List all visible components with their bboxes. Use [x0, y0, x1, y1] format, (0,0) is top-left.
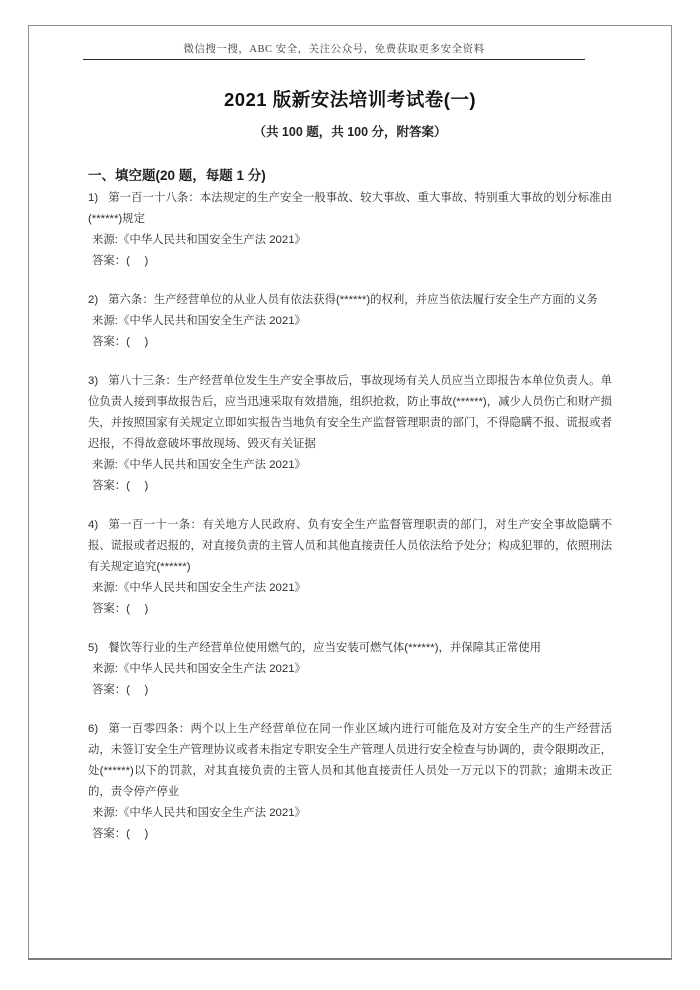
answer-line: 答案：( ): [92, 828, 149, 840]
section-heading-fill-in-blanks: 一、填空题(20 题，每题 1 分): [88, 168, 266, 183]
answer-line: 答案：( ): [92, 684, 149, 696]
question-body: 第一百一十一条：有关地方人民政府、负有安全生产监督管理职责的部门，对生产安全事故隐瞒不报、谎报或者迟报的，对直接负责的主管人员和其他直接责任人员依法给予处分；构成犯罪的，依照刑法有关规定追究(******): [88, 519, 612, 573]
question-number: 2): [88, 294, 99, 306]
question-text: [88, 515, 612, 578]
answer-line: 答案：( ): [92, 480, 149, 492]
question-text: [88, 188, 612, 230]
question-body: 第六条：生产经营单位的从业人员有依法获得(******)的权利，并应当依法履行安全生产方面的义务: [108, 294, 598, 306]
question-number: 1): [88, 192, 99, 204]
source-line: 来源:《中华人民共和国安全生产法 2021》: [92, 459, 306, 471]
answer-line: 答案：( ): [92, 336, 149, 348]
source-line: 来源:《中华人民共和国安全生产法 2021》: [92, 315, 306, 327]
question-6: [88, 719, 612, 845]
page-title: 2021 版新安法培训考试卷(一): [223, 89, 477, 110]
answer-line: 答案：( ): [92, 255, 149, 267]
question-1: [88, 188, 612, 272]
question-number: 3): [88, 375, 99, 387]
question-text: [88, 638, 612, 659]
question-body: 第八十三条：生产经营单位发生生产安全事故后，事故现场有关人员应当立即报告本单位负责人。单位负责人接到事故报告后，应当迅速采取有效措施，组织抢救，防止事故(******)，减少人员伤亡和财产损失，并按照国家有关规定立即如实报告当地负有安全生产监督管理职责的部门，不得隐瞒不报、谎报或者迟报，不得故意破坏事故现场、毁灭有关证据: [88, 375, 612, 450]
source-line: 来源:《中华人民共和国安全生产法 2021》: [92, 582, 306, 594]
question-list: [88, 188, 612, 845]
question-text: [88, 719, 612, 803]
question-2: [88, 290, 612, 353]
exam-page: [28, 25, 672, 960]
source-line: 来源:《中华人民共和国安全生产法 2021》: [92, 663, 306, 675]
question-5: [88, 638, 612, 701]
question-body: 餐饮等行业的生产经营单位使用燃气的，应当安装可燃气体(******)，并保障其正常使用: [108, 642, 541, 654]
page-subtitle: （共 100 题，共 100 分，附答案）: [253, 125, 447, 139]
source-line: 来源:《中华人民共和国安全生产法 2021》: [92, 807, 306, 819]
question-text: [88, 371, 612, 455]
question-number: 6): [88, 723, 99, 735]
question-3: [88, 371, 612, 497]
question-body: 第一百一十八条：本法规定的生产安全一般事故、较大事故、重大事故、特别重大事故的划分标准由(******)规定: [88, 192, 612, 225]
wechat-promo-header: 微信搜一搜，ABC 安全，关注公众号，免费获取更多安全资料: [83, 43, 585, 60]
question-number: 4): [88, 519, 99, 531]
question-body: 第一百零四条：两个以上生产经营单位在同一作业区域内进行可能危及对方安全生产的生产经营活动，未签订安全生产管理协议或者未指定专职安全生产管理人员进行安全检查与协调的，责令限期改正，处(******)以下的罚款，对其直接负责的主管人员和其他直接责任人员处一万元以下的罚款；逾期未改正的，责令停产停业: [88, 723, 612, 798]
answer-line: 答案：( ): [92, 603, 149, 615]
question-text: [88, 290, 612, 311]
source-line: 来源:《中华人民共和国安全生产法 2021》: [92, 234, 306, 246]
question-4: [88, 515, 612, 620]
question-number: 5): [88, 642, 99, 654]
page-content: [29, 43, 671, 975]
